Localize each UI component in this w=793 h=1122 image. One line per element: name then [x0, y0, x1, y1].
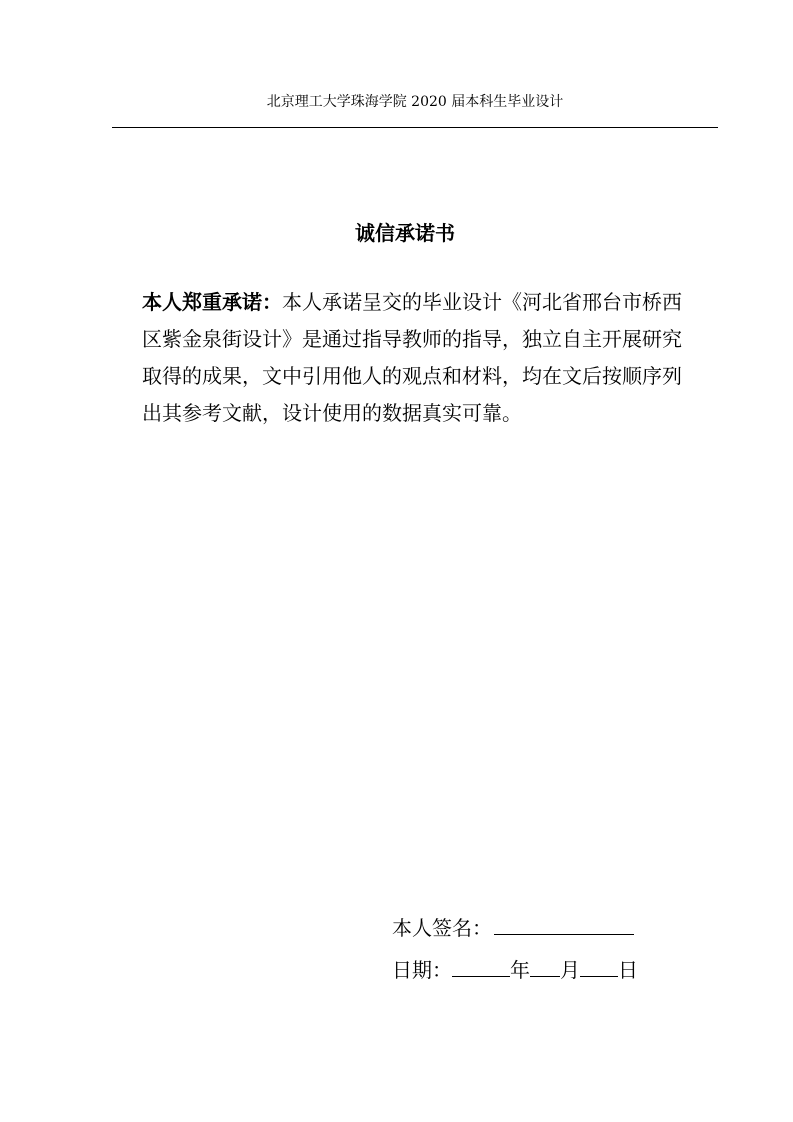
signature-blank[interactable]: [494, 912, 634, 935]
header-divider: [112, 127, 718, 128]
date-row: [392, 954, 638, 983]
month-label: 月: [560, 958, 580, 982]
pledge-body: 本人承诺呈交的毕业设计《河北省邢台市桥西区紫金泉街设计》是通过指导教师的指导，独立自主开展研究取得的成果，文中引用他人的观点和材料，均在文后按顺序列出其参考文献，设计使用的数据真实可靠。: [142, 290, 682, 425]
pledge-lead: 本人郑重承诺：: [142, 290, 282, 314]
year-label: 年: [510, 958, 530, 982]
day-label: 日: [618, 958, 638, 982]
pledge-paragraph: [142, 284, 690, 432]
running-header: 北京理工大学珠海学院 2020 届本科生毕业设计: [266, 94, 564, 110]
year-blank[interactable]: [452, 954, 510, 977]
date-label: 日期：: [392, 958, 452, 982]
month-blank[interactable]: [530, 954, 560, 977]
signature-row: [392, 912, 634, 941]
signature-label: 本人签名：: [392, 916, 492, 940]
page-title: 诚信承诺书: [355, 221, 455, 245]
day-blank[interactable]: [580, 954, 618, 977]
